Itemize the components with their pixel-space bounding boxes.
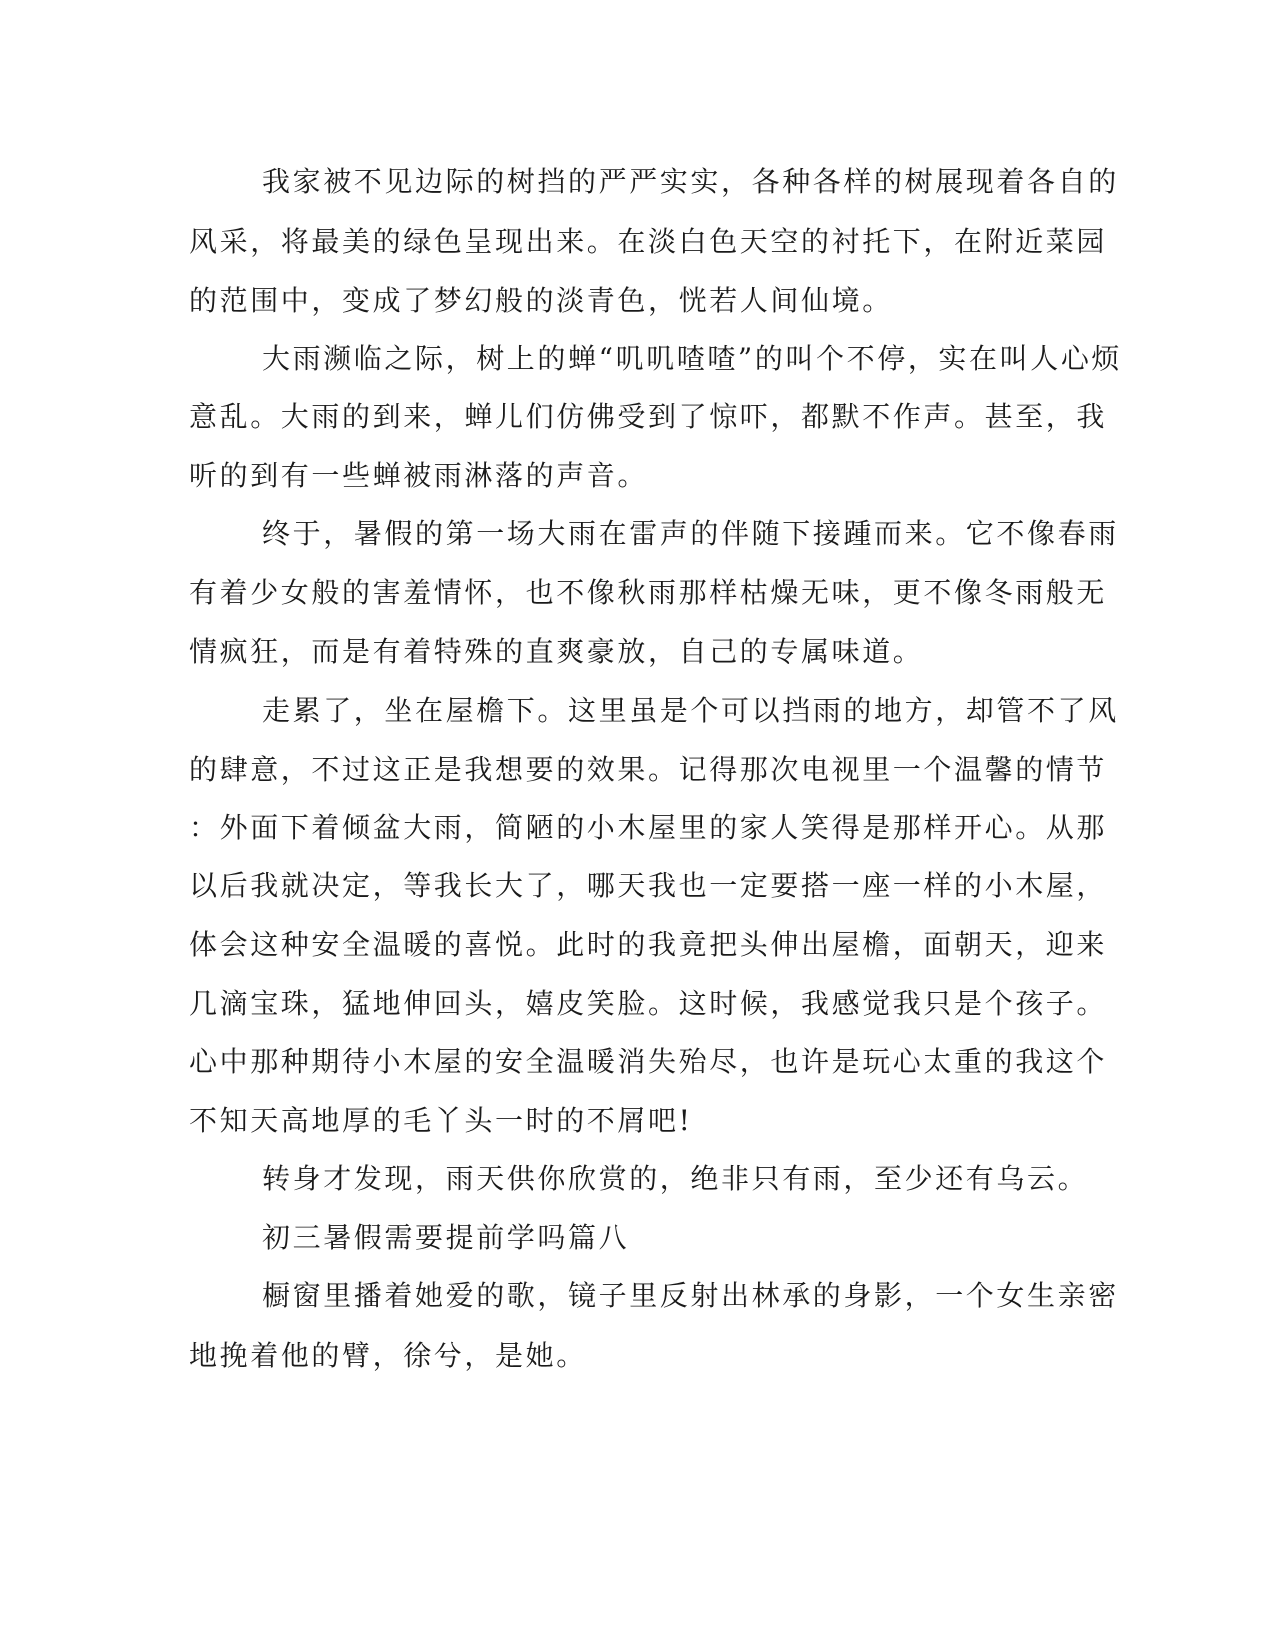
- paragraph-2-line-1: 大雨濒临之际，树上的蝉“叽叽喳喳”的叫个不停，实在叫人心烦: [262, 342, 1123, 375]
- paragraph-3-line-1: 终于，暑假的第一场大雨在雷声的伴随下接踵而来。它不像春雨: [262, 517, 1119, 550]
- paragraph-4-line-1: 走累了，坐在屋檐下。这里虽是个可以挡雨的地方，却管不了风: [262, 694, 1119, 727]
- section-heading: 初三暑假需要提前学吗篇八: [262, 1221, 630, 1254]
- paragraph-7-line-2: 地挽着他的臂，徐兮，是她。: [189, 1339, 587, 1372]
- paragraph-3-line-3: 情疯狂，而是有着特殊的直爽豪放，自己的专属味道。: [189, 635, 924, 668]
- paragraph-5-line-1: 转身才发现，雨天供你欣赏的，绝非只有雨，至少还有乌云。: [262, 1162, 1089, 1195]
- paragraph-3-line-2: 有着少女般的害羞情怀，也不像秋雨那样枯燥无味，更不像冬雨般无: [189, 576, 1108, 609]
- paragraph-4-line-7: 心中那种期待小木屋的安全温暖消失殆尽，也许是玩心太重的我这个: [189, 1045, 1108, 1078]
- paragraph-2-line-2: 意乱。大雨的到来，蝉儿们仿佛受到了惊吓，都默不作声。甚至，我: [189, 400, 1108, 433]
- paragraph-4-line-4: 以后我就决定，等我长大了，哪天我也一定要搭一座一样的小木屋，: [189, 869, 1108, 902]
- paragraph-1-line-3: 的范围中，变成了梦幻般的淡青色，恍若人间仙境。: [189, 284, 893, 317]
- paragraph-2-line-3: 听的到有一些蝉被雨淋落的声音。: [189, 459, 649, 492]
- paragraph-4-line-2: 的肆意，不过这正是我想要的效果。记得那次电视里一个温馨的情节: [189, 753, 1108, 786]
- paragraph-4-line-8: 不知天高地厚的毛丫头一时的不屑吧!: [189, 1104, 693, 1137]
- paragraph-1-line-2: 风采，将最美的绿色呈现出来。在淡白色天空的衬托下，在附近菜园: [189, 225, 1108, 258]
- paragraph-7-line-1: 橱窗里播着她爱的歌，镜子里反射出林承的身影，一个女生亲密: [262, 1279, 1119, 1312]
- paragraph-4-line-3: ：外面下着倾盆大雨，简陋的小木屋里的家人笑得是那样开心。从那: [189, 811, 1108, 844]
- paragraph-4-line-6: 几滴宝珠，猛地伸回头，嬉皮笑脸。这时候，我感觉我只是个孩子。: [189, 987, 1108, 1020]
- paragraph-1-line-1: 我家被不见边际的树挡的严严实实，各种各样的树展现着各自的: [262, 165, 1119, 198]
- paragraph-4-line-5: 体会这种安全温暖的喜悦。此时的我竟把头伸出屋檐，面朝天，迎来: [189, 928, 1108, 961]
